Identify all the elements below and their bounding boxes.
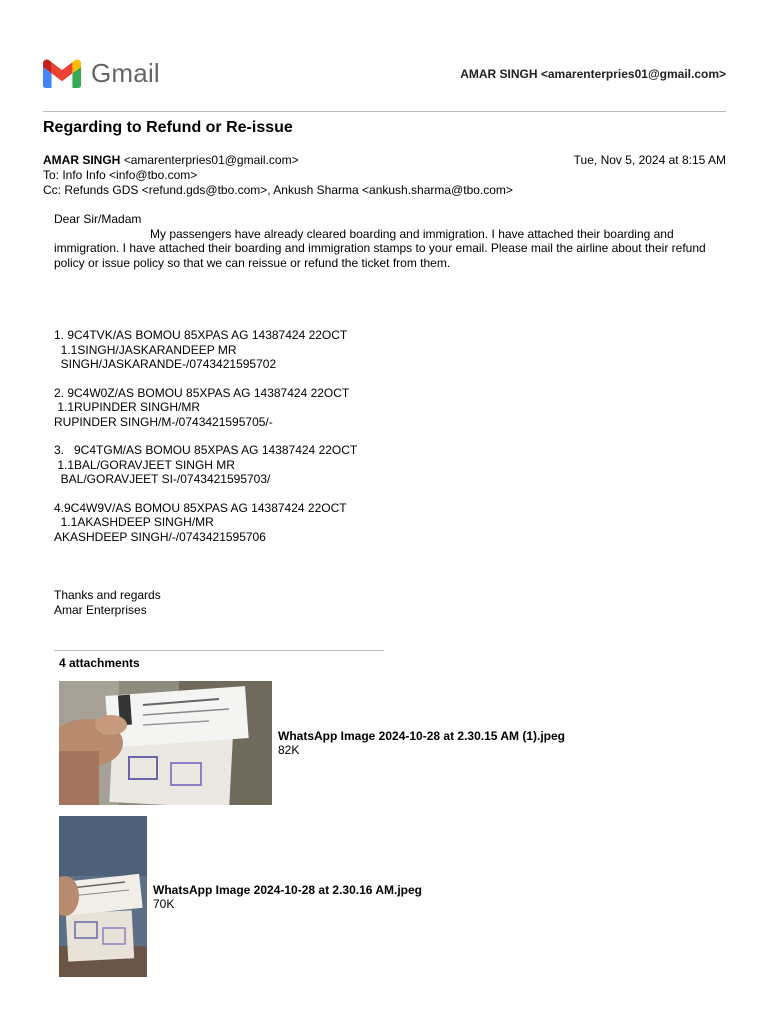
booking-pnr-line: 2. 9C4W0Z/AS BOMOU 85XPAS AG 14387424 22OCT bbox=[54, 385, 350, 400]
attachments-count: 4 attachments bbox=[59, 656, 140, 670]
sender-email[interactable]: <amarenterpries01@gmail.com> bbox=[123, 153, 299, 167]
to-row: To: Info Info <info@tbo.com> bbox=[43, 168, 198, 182]
booking-list bbox=[54, 328, 714, 544]
attachment-item[interactable] bbox=[59, 681, 565, 805]
booking-ticket-line: BAL/GORAVJEET SI-/0743421595703/ bbox=[54, 472, 271, 486]
booking-passenger-line: 1.1RUPINDER SINGH/MR bbox=[54, 400, 201, 414]
booking-passenger-line: 1.1BAL/GORAVJEET SINGH MR bbox=[54, 457, 235, 472]
cc-row: Cc: Refunds GDS <refund.gds@tbo.com>, Ankush Sharma <ankush.sharma@tbo.com> bbox=[43, 183, 513, 197]
signature: Amar Enterprises bbox=[54, 602, 147, 617]
greeting: Dear Sir/Madam bbox=[54, 212, 142, 226]
attachment-size: 70K bbox=[153, 896, 175, 911]
attachments-divider bbox=[54, 650, 384, 651]
gmail-wordmark: Gmail bbox=[91, 58, 160, 88]
booking-ticket-line: RUPINDER SINGH/M-/0743421595705/- bbox=[54, 414, 273, 429]
gmail-logo bbox=[43, 58, 160, 88]
email-body bbox=[54, 212, 714, 617]
booking-item bbox=[54, 501, 714, 545]
closing: Thanks and regards bbox=[54, 588, 161, 602]
photo-thumbnail-icon bbox=[59, 816, 147, 977]
attachment-name[interactable]: WhatsApp Image 2024-10-28 at 2.30.15 AM (1).jpeg bbox=[278, 729, 565, 743]
gmail-m-logo-icon bbox=[43, 58, 81, 88]
attachment-info bbox=[153, 883, 422, 911]
booking-passenger-line: 1.1AKASHDEEP SINGH/MR bbox=[54, 515, 214, 529]
attachment-info bbox=[278, 729, 565, 757]
booking-passenger-line: 1.1SINGH/JASKARANDEEP MR bbox=[54, 342, 237, 357]
email-subject: Regarding to Refund or Re-issue bbox=[43, 119, 293, 136]
booking-pnr-line: 4.9C4W9V/AS BOMOU 85XPAS AG 14387424 22OCT bbox=[54, 500, 347, 515]
booking-pnr-line: 3. 9C4TGM/AS BOMOU 85XPAS AG 14387424 22OCT bbox=[54, 443, 358, 457]
attachment-thumbnail[interactable] bbox=[59, 681, 272, 805]
body-paragraph-first-line: My passengers have already cleared boarding and immigration. I have attached their boarding and bbox=[150, 226, 674, 241]
booking-item bbox=[54, 328, 714, 372]
body-paragraph-rest: immigration. I have attached their boarding and immigration stamps to your email. Please mail the airline about their refund policy or issue policy so that we can reissue or refund the ticket from them. bbox=[54, 241, 706, 270]
attachment-size: 82K bbox=[278, 743, 300, 757]
email-date: Tue, Nov 5, 2024 at 8:15 AM bbox=[573, 153, 726, 167]
email-meta bbox=[43, 153, 726, 198]
booking-ticket-line: AKASHDEEP SINGH/-/0743421595706 bbox=[54, 529, 266, 544]
sender-row bbox=[43, 153, 726, 168]
header-divider bbox=[43, 111, 726, 112]
print-header bbox=[43, 58, 726, 92]
account-identity: AMAR SINGH <amarenterpries01@gmail.com> bbox=[460, 67, 726, 81]
booking-ticket-line: SINGH/JASKARANDE-/0743421595702 bbox=[54, 357, 277, 371]
photo-thumbnail-icon bbox=[59, 681, 272, 805]
attachment-item[interactable] bbox=[59, 816, 422, 977]
booking-item bbox=[54, 443, 714, 487]
booking-item bbox=[54, 386, 714, 430]
attachment-thumbnail[interactable] bbox=[59, 816, 147, 977]
sender-name: AMAR SINGH bbox=[43, 153, 121, 167]
attachment-name[interactable]: WhatsApp Image 2024-10-28 at 2.30.16 AM.jpeg bbox=[153, 882, 422, 897]
booking-pnr-line: 1. 9C4TVK/AS BOMOU 85XPAS AG 14387424 22OCT bbox=[54, 328, 348, 342]
